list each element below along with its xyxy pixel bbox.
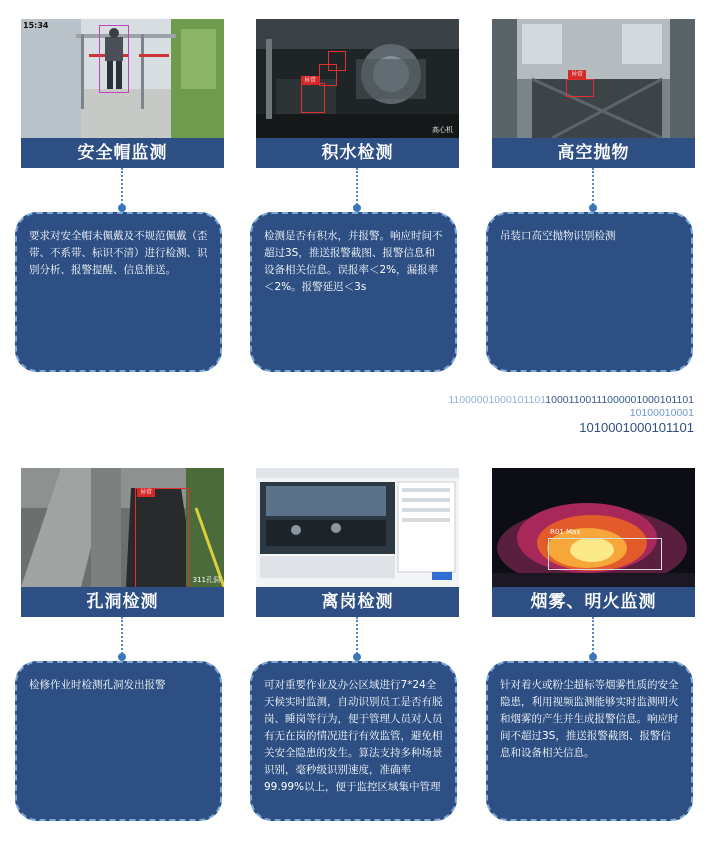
alert-tag: 异常 [137,488,155,497]
connector [589,168,597,214]
card-description: 检修作业时检测孔洞发出报警 [15,661,222,821]
binary-decoration [448,394,694,436]
binary-line1-dark: 10001100111000001000101101 [545,394,694,406]
card-description: 针对着火或粉尘超标等烟雾性质的安全隐患，利用视频监测能够实时监测明火和烟雾的产生并生成报警信息。响应时间不超过3S，推送报警截图、报警信息和设备相关信息。 [486,661,693,821]
card-description: 吊装口高空抛物识别检测 [486,212,693,372]
card-title: 积水检测 [256,138,459,168]
binary-line3: 1010001000101101 [579,420,694,435]
card-title: 孔洞检测 [21,587,224,617]
connector [118,617,126,663]
camera-timestamp: 15:34 [23,21,49,30]
binary-line2: 10100010001 [629,407,694,419]
card-description: 可对重要作业及办公区域进行7*24全天候实时监测，自动识别员工是否有脱岗、睡岗等行为，便于管理人员对人员有无在岗的情况进行有效监管，避免相关安全隐患的发生。算法支持多种场景识别，毫秒级识别速度，准确率99.99%以上，便于监控区域集中管理 [250,661,457,821]
camera-label: 311孔洞 [192,576,220,584]
card-title: 安全帽监测 [21,138,224,168]
card-description: 检测是否有积水，并报警。响应时间不超过3S，推送报警截图、报警信息和设备相关信息。误报率＜2%，漏报率＜2%。报警延迟＜3s [250,212,457,372]
connector [353,168,361,214]
falling-object-photo [492,19,695,138]
water-photo: 异常 高心机 [256,19,459,138]
card-title: 高空抛物 [492,138,695,168]
camera-label: 高心机 [432,126,453,134]
binary-line1-light: 11000001000101101 [448,394,546,406]
card-title: 离岗检测 [256,587,459,617]
fire-photo [492,468,695,587]
thermal-label: R01 Max [550,528,581,536]
alert-tag: 异常 [568,70,586,79]
absence-photo [256,468,459,587]
connector [589,617,597,663]
card-description: 要求对安全帽未佩戴及不规范佩戴（歪带、不系带、标识不清）进行检测、识别分析、报警提醒、信息推送。 [15,212,222,372]
hole-photo [21,468,224,587]
connector [353,617,361,663]
helmet-photo [21,19,224,138]
card-title: 烟雾、明火监测 [492,587,695,617]
connector [118,168,126,214]
